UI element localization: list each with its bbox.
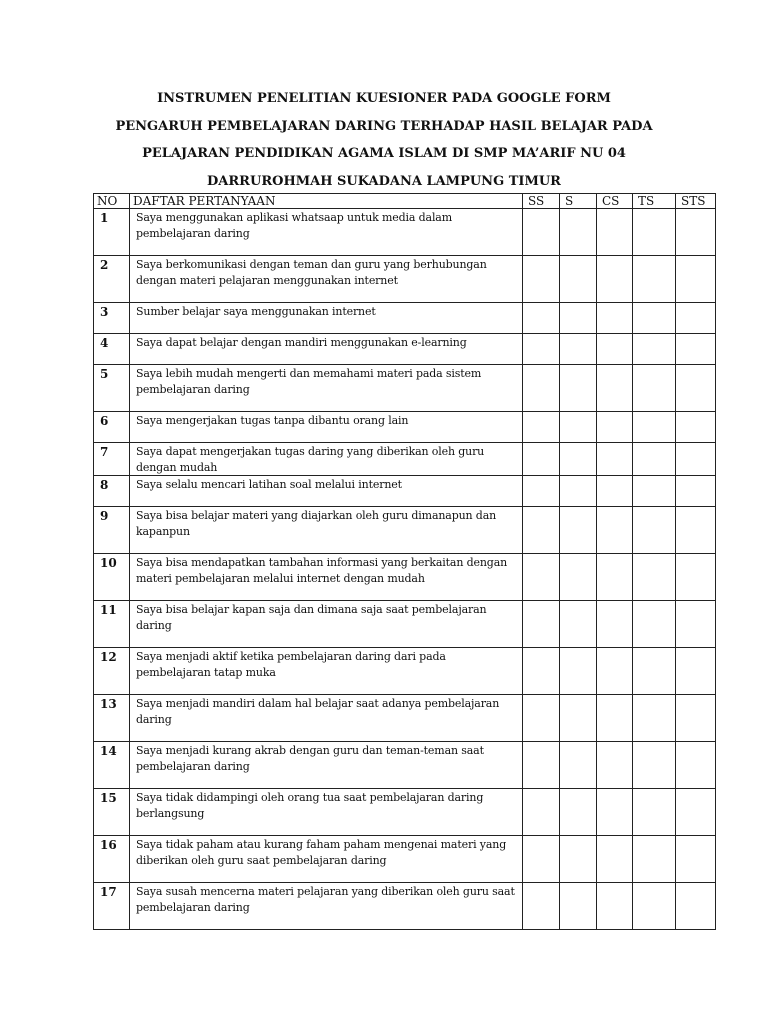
question-text: Saya mengerjakan tugas tanpa dibantu orang lain (130, 412, 523, 443)
answer-cell-sts[interactable] (676, 365, 716, 412)
answer-cell-cs[interactable] (597, 601, 633, 648)
answer-cell-cs[interactable] (597, 836, 633, 883)
table-row (94, 789, 716, 836)
title-line-4: DARRUROHMAH SUKADANA LAMPUNG TIMUR (207, 173, 561, 189)
answer-cell-cs[interactable] (597, 554, 633, 601)
answer-cell-sts[interactable] (676, 334, 716, 365)
answer-cell-cs[interactable] (597, 695, 633, 742)
question-text: Saya bisa belajar kapan saja dan dimana saja saat pembelajaran daring (130, 601, 523, 648)
table-row (94, 303, 716, 334)
answer-cell-ts[interactable] (633, 554, 676, 601)
row-number: 7 (94, 443, 130, 476)
answer-cell-ts[interactable] (633, 742, 676, 789)
question-text: Sumber belajar saya menggunakan internet (130, 303, 523, 334)
answer-cell-s[interactable] (560, 256, 597, 303)
row-number: 16 (94, 836, 130, 883)
answer-cell-s[interactable] (560, 554, 597, 601)
row-number: 12 (94, 648, 130, 695)
answer-cell-sts[interactable] (676, 742, 716, 789)
answer-cell-ts[interactable] (633, 303, 676, 334)
table-row (94, 601, 716, 648)
answer-cell-ss[interactable] (523, 334, 560, 365)
question-text: Saya bisa mendapatkan tambahan informasi yang berkaitan dengan materi pembelajaran melalui internet dengan mudah (130, 554, 523, 601)
table-row (94, 334, 716, 365)
header-ts: TS (633, 194, 676, 209)
answer-cell-s[interactable] (560, 507, 597, 554)
row-number: 10 (94, 554, 130, 601)
answer-cell-ts[interactable] (633, 507, 676, 554)
answer-cell-cs[interactable] (597, 412, 633, 443)
title-line-2: PENGARUH PEMBELAJARAN DARING TERHADAP HASIL BELAJAR PADA (115, 118, 653, 134)
row-number: 14 (94, 742, 130, 789)
answer-cell-ss[interactable] (523, 365, 560, 412)
answer-cell-sts[interactable] (676, 256, 716, 303)
answer-cell-cs[interactable] (597, 789, 633, 836)
answer-cell-sts[interactable] (676, 695, 716, 742)
title-line-3: PELAJARAN PENDIDIKAN AGAMA ISLAM DI SMP MA’ARIF NU 04 (142, 146, 626, 161)
answer-cell-ss[interactable] (523, 256, 560, 303)
header-cs: CS (597, 194, 633, 209)
answer-cell-cs[interactable] (597, 507, 633, 554)
answer-cell-ss[interactable] (523, 412, 560, 443)
question-text: Saya berkomunikasi dengan teman dan guru yang berhubungan dengan materi pelajaran menggunakan internet (130, 256, 523, 303)
row-number: 4 (94, 334, 130, 365)
answer-cell-sts[interactable] (676, 303, 716, 334)
table-row (94, 742, 716, 789)
answer-cell-ss[interactable] (523, 883, 560, 930)
answer-cell-s[interactable] (560, 365, 597, 412)
answer-cell-cs[interactable] (597, 742, 633, 789)
table-row (94, 476, 716, 507)
answer-cell-ss[interactable] (523, 789, 560, 836)
questionnaire-table (93, 193, 716, 930)
question-text: Saya menjadi kurang akrab dengan guru dan teman-teman saat pembelajaran daring (130, 742, 523, 789)
answer-cell-cs[interactable] (597, 334, 633, 365)
row-number: 6 (94, 412, 130, 443)
answer-cell-ts[interactable] (633, 209, 676, 256)
answer-cell-ts[interactable] (633, 601, 676, 648)
answer-cell-cs[interactable] (597, 365, 633, 412)
answer-cell-ss[interactable] (523, 742, 560, 789)
answer-cell-cs[interactable] (597, 476, 633, 507)
answer-cell-ss[interactable] (523, 507, 560, 554)
header-no: NO (94, 194, 130, 209)
table-row (94, 695, 716, 742)
table-row (94, 256, 716, 303)
title-line-1: INSTRUMEN PENELITIAN KUESIONER PADA GOOGLE FORM (157, 91, 611, 106)
answer-cell-cs[interactable] (597, 303, 633, 334)
answer-cell-s[interactable] (560, 695, 597, 742)
row-number: 5 (94, 365, 130, 412)
answer-cell-s[interactable] (560, 209, 597, 256)
answer-cell-ts[interactable] (633, 443, 676, 476)
row-number: 1 (94, 209, 130, 256)
header-s: S (560, 194, 597, 209)
question-text: Saya dapat mengerjakan tugas daring yang diberikan oleh guru dengan mudah (130, 443, 523, 476)
table-row (94, 554, 716, 601)
answer-cell-cs[interactable] (597, 209, 633, 256)
header-ss: SS (523, 194, 560, 209)
answer-cell-sts[interactable] (676, 476, 716, 507)
answer-cell-ts[interactable] (633, 648, 676, 695)
answer-cell-ss[interactable] (523, 443, 560, 476)
answer-cell-ss[interactable] (523, 209, 560, 256)
table-row (94, 365, 716, 412)
question-text: Saya susah mencerna materi pelajaran yang diberikan oleh guru saat pembelajaran daring (130, 883, 523, 930)
answer-cell-sts[interactable] (676, 648, 716, 695)
answer-cell-ss[interactable] (523, 648, 560, 695)
answer-cell-ss[interactable] (523, 836, 560, 883)
answer-cell-ts[interactable] (633, 695, 676, 742)
answer-cell-ts[interactable] (633, 883, 676, 930)
row-number: 2 (94, 256, 130, 303)
answer-cell-s[interactable] (560, 412, 597, 443)
answer-cell-s[interactable] (560, 742, 597, 789)
answer-cell-sts[interactable] (676, 601, 716, 648)
answer-cell-ts[interactable] (633, 412, 676, 443)
answer-cell-cs[interactable] (597, 256, 633, 303)
question-text: Saya lebih mudah mengerti dan memahami materi pada sistem pembelajaran daring (130, 365, 523, 412)
answer-cell-sts[interactable] (676, 209, 716, 256)
answer-cell-cs[interactable] (597, 648, 633, 695)
answer-cell-sts[interactable] (676, 554, 716, 601)
answer-cell-sts[interactable] (676, 883, 716, 930)
answer-cell-sts[interactable] (676, 507, 716, 554)
answer-cell-ss[interactable] (523, 554, 560, 601)
document-title (0, 85, 768, 195)
header-question: DAFTAR PERTANYAAN (130, 194, 523, 209)
table-row (94, 507, 716, 554)
row-number: 13 (94, 695, 130, 742)
row-number: 15 (94, 789, 130, 836)
question-text: Saya bisa belajar materi yang diajarkan oleh guru dimanapun dan kapanpun (130, 507, 523, 554)
header-sts: STS (676, 194, 716, 209)
answer-cell-s[interactable] (560, 334, 597, 365)
table-row (94, 412, 716, 443)
row-number: 9 (94, 507, 130, 554)
answer-cell-s[interactable] (560, 648, 597, 695)
answer-cell-ts[interactable] (633, 836, 676, 883)
answer-cell-s[interactable] (560, 303, 597, 334)
table-row (94, 443, 716, 476)
answer-cell-s[interactable] (560, 476, 597, 507)
table-row (94, 648, 716, 695)
answer-cell-ss[interactable] (523, 303, 560, 334)
answer-cell-sts[interactable] (676, 443, 716, 476)
answer-cell-ss[interactable] (523, 695, 560, 742)
question-text: Saya menggunakan aplikasi whatsaap untuk media dalam pembelajaran daring (130, 209, 523, 256)
answer-cell-s[interactable] (560, 443, 597, 476)
question-text: Saya tidak didampingi oleh orang tua saat pembelajaran daring berlangsung (130, 789, 523, 836)
answer-cell-cs[interactable] (597, 443, 633, 476)
row-number: 8 (94, 476, 130, 507)
answer-cell-ts[interactable] (633, 476, 676, 507)
question-text: Saya dapat belajar dengan mandiri menggunakan e-learning (130, 334, 523, 365)
table-row (94, 209, 716, 256)
answer-cell-cs[interactable] (597, 883, 633, 930)
table-header-row (94, 194, 716, 209)
row-number: 3 (94, 303, 130, 334)
answer-cell-ts[interactable] (633, 256, 676, 303)
answer-cell-ts[interactable] (633, 334, 676, 365)
answer-cell-sts[interactable] (676, 836, 716, 883)
answer-cell-ss[interactable] (523, 476, 560, 507)
question-text: Saya selalu mencari latihan soal melalui internet (130, 476, 523, 507)
question-text: Saya menjadi mandiri dalam hal belajar saat adanya pembelajaran daring (130, 695, 523, 742)
answer-cell-ss[interactable] (523, 601, 560, 648)
answer-cell-ts[interactable] (633, 789, 676, 836)
answer-cell-s[interactable] (560, 789, 597, 836)
answer-cell-s[interactable] (560, 836, 597, 883)
question-text: Saya menjadi aktif ketika pembelajaran daring dari pada pembelajaran tatap muka (130, 648, 523, 695)
row-number: 11 (94, 601, 130, 648)
row-number: 17 (94, 883, 130, 930)
answer-cell-s[interactable] (560, 883, 597, 930)
answer-cell-sts[interactable] (676, 789, 716, 836)
answer-cell-s[interactable] (560, 601, 597, 648)
table-row (94, 883, 716, 930)
answer-cell-ts[interactable] (633, 365, 676, 412)
answer-cell-sts[interactable] (676, 412, 716, 443)
table-row (94, 836, 716, 883)
question-text: Saya tidak paham atau kurang faham paham mengenai materi yang diberikan oleh guru saat pembelajaran daring (130, 836, 523, 883)
